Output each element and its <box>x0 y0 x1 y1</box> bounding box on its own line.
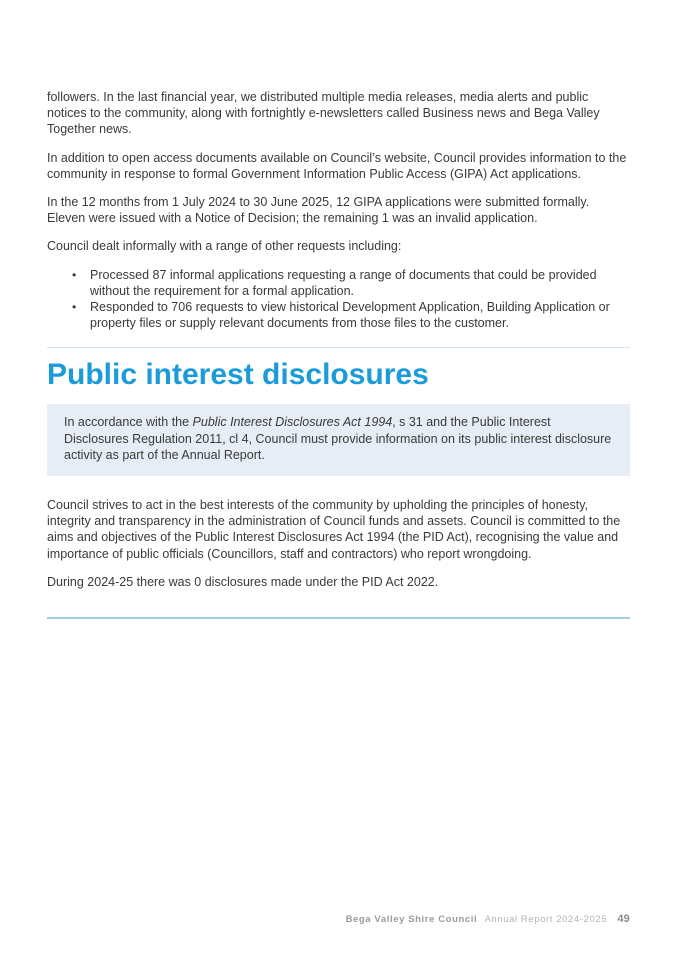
bottom-divider <box>47 617 630 619</box>
bullet-list <box>47 267 630 332</box>
footer-page-number: 49 <box>617 913 630 925</box>
bullet-icon: • <box>72 300 77 315</box>
page-title: Public interest disclosures <box>47 358 429 392</box>
callout-text <box>64 414 613 463</box>
callout-box <box>47 404 630 476</box>
callout-act-title: Public Interest Disclosures Act 1994 <box>192 415 393 430</box>
bullet-icon: • <box>72 267 77 282</box>
footer-report-title: Annual Report 2024-2025 <box>484 914 608 925</box>
paragraph-gipa-applications: In the 12 months from 1 July 2024 to 30 June 2025, 12 GIPA applications were submitted formally. Eleven were issued with a Notice of Decision; the remaining 1 was an invalid application. <box>47 195 590 226</box>
paragraph-media-releases: followers. In the last financial year, we distributed multiple media releases, media alerts and public notices to the community, along with fortnightly e-newsletters called Business news and Bega Valley Together news. <box>47 90 600 137</box>
list-item <box>72 299 630 331</box>
page-content <box>47 89 630 619</box>
paragraph-informal-requests: Council dealt informally with a range of other requests including: <box>47 239 402 254</box>
page-footer <box>346 912 630 927</box>
paragraph-open-access-gipa: In addition to open access documents available on Council’s website, Council provides information to the community in response to formal Government Information Public Access (GIPA) Act applications. <box>47 150 627 181</box>
section-divider-light <box>47 347 630 348</box>
footer-council-name: Bega Valley Shire Council <box>345 914 478 925</box>
callout-text-lead: In accordance with the <box>64 415 193 430</box>
paragraph-pid-commitment: Council strives to act in the best interests of the community by upholding the principles of honesty, integrity and transparency in the administration of Council funds and assets. Council is committed to the aims and objectives of the Public Interest Disclosures Act 1994 (the PID Act), recognising the value and importance of public officials (Councillors, staff and contractors) who report wrongdoing. <box>47 498 621 561</box>
list-item-text: Responded to 706 requests to view historical Development Application, Building Application or property files or supply relevant documents from those files to the customer. <box>90 300 610 331</box>
callout-text-rest: , s 31 and the Public Interest Disclosures Regulation 2011, cl 4, Council must provide information on its public interest disclosure activity as part of the Annual Report. <box>64 415 612 462</box>
list-item-text: Processed 87 informal applications requesting a range of documents that could be provided without the requirement for a formal application. <box>90 267 597 298</box>
paragraph-pid-disclosure-count: During 2024-25 there was 0 disclosures made under the PID Act 2022. <box>47 574 439 589</box>
list-item <box>72 267 630 299</box>
